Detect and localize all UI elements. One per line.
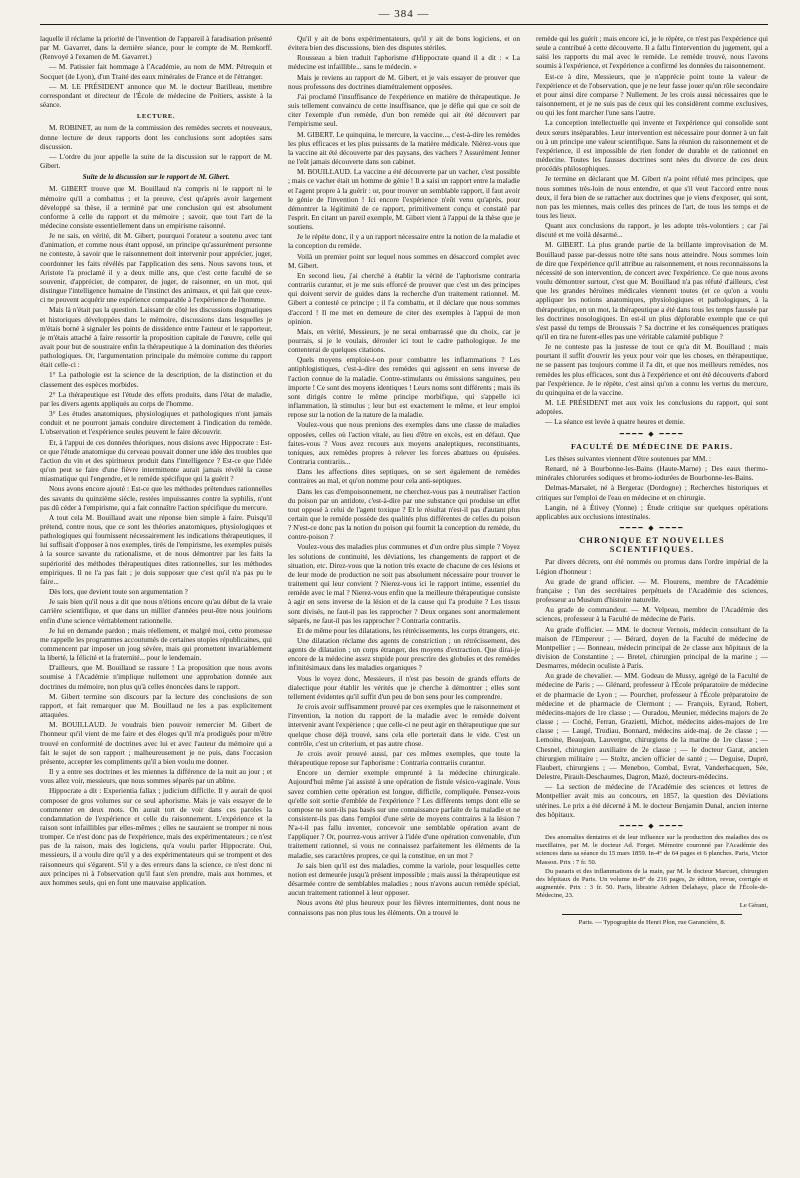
body-paragraph: Je crois avoir suffisamment prouvé par ces exemples que le raisonnement et l'invention, la notion du rapport de la maladie avec le remède doivent intervenir avant l'expérience ; que celle-ci ne peut agir en thérapeutique que sur quelque chose déjà trouvé, sans cela elle porterait dans le vide. C'est un contrôle, c'est un criterium, et pas autre chose.: [288, 702, 520, 748]
faculty-title: FACULTÉ DE MÉDECINE DE PARIS.: [570, 441, 734, 451]
body-paragraph: — La séance est levée à quatre heures et demie.: [545, 417, 685, 427]
section-ornament: ━━━━ ◆ ━━━━: [619, 523, 685, 532]
faculty-paragraph: Renard, né à Bourbonne-les-Bains (Haute-Marne) ; Des eaux thermo-minérales chlorurées sodiques et bromo-iodurées de Bourbonne-les-Bains.: [536, 464, 768, 483]
column-2: [288, 34, 520, 1172]
body-paragraph: Et de même pour les dilatations, les rétrécissements, les corps étrangers, etc.: [297, 625, 520, 635]
body-paragraph: Quels moyens emploie-t-on pour combattre les inflammations ? Les antiphlogistiques, c'est-à-dire des remèdes qui agissent en sens inverse de l'action connue de la maladie. Contre-stimulants ou émissions sanguines, peu importe ! Ce sont des moyens identiques ! Leurs noms sont différents ; mais ils sont dirigés contre le même principe morbifique, qui s'appelle ici inflammation, là stimulus ; leur but est exactement le même, et leur emploi repose sur la notion de la nature de la maladie.: [288, 355, 520, 420]
body-paragraph: La conception intellectuelle qui invente et l'expérience qui consolide sont deux sœurs inséparables. Leur intervention est nécessaire pour donner à un fait ou à un principe une valeur scientifique. Sans la réunion du raisonnement et de l'expérience, il est impossible de rien fonder de durable et de rationnel en médecine. Toutes les fausses doctrines sont nées du divorce de ces deux procédés philosophiques.: [536, 118, 768, 174]
body-paragraph: Vous le voyez donc, Messieurs, il n'est pas besoin de grands efforts de dialectique pour établir les vérités que je cherche à démontrer ; elles sont tellement évidentes qu'il suffit d'un peu de bon sens pour les comprendre.: [288, 673, 520, 701]
body-paragraph: J'ai proclamé l'insuffisance de l'expérience en matière de thérapeutique. Je suis tellement convaincu de cette insuffisance, que je défie qui que ce soit de citer l'exemple d'un remède, d'un bon remède qui ait été découvert par l'empirisme seul.: [288, 91, 520, 129]
chronique-title: CHRONIQUE ET NOUVELLES SCIENTIFIQUES.: [579, 536, 725, 555]
body-paragraph: Dans les affections dites septiques, on se sert également de remèdes contraires au mal, et qu'on nomme pour cela anti-septiques.: [288, 467, 520, 486]
section-ornament: ━━━━ ◆ ━━━━: [619, 821, 685, 830]
body-paragraph: Mais je reviens au rapport de M. Gibert, et je vais essayer de prouver que nous professons des doctrines diamétralement opposées.: [288, 72, 520, 91]
body-paragraph: Dès lors, que devient toute son argumentation ?: [49, 587, 188, 597]
page-number: — 384 —: [378, 8, 430, 20]
body-paragraph: M. Gibert termine son discours par la lecture des conclusions de son rapport, et fait remarquer que M. Bouillaud ne les a pas explicitement attaquées.: [40, 691, 272, 720]
body-paragraph: Une dilatation réclame des agents de constriction ; un rétrécissement, des agents de dilatation ; un corps étranger, des moyens d'extraction. Que dirai-je encore de la médecine assez stupide pour prescrire des globules et des remèdes infinitésimaux dans les maladies organiques ?: [288, 636, 520, 673]
faculty-paragraph: Les thèses suivantes viennent d'être soutenues par MM. :: [545, 453, 712, 463]
lecture-paragraph: M. ROBINET, au nom de la commission des remèdes secrets et nouveaux, donne lecture de deux rapports dont les conclusions sont adoptées sans discussion.: [40, 123, 272, 151]
advertisement: Des anomalies dentaires et de leur influence sur la production des maladies des os maxillaires, par M. le docteur Ad. Forget. Mémoire couronné par l'Académie des sciences dans sa séance du 15 mars 1859. In-4° de 64 pages et 6 planches. Paris, Victor Masson. Prix : 7 fr. 50.: [536, 833, 768, 866]
body-paragraph: 2° La thérapeutique est l'étude des effets produits, dans l'état de maladie, par les divers agents appliqués au corps de l'homme.: [40, 389, 272, 408]
chronique-paragraph: Au grade d'officier. — MM. le docteur Vernois, médecin consultant de la maison de l'Empereur ; — Bérard, doyen de la Faculté de médecine de Montpellier ; — Bonneau, médecin principal de 2e classe aux hôpitaux de la division de Constantine ; — Bretel, chirurgien principal de la marine ; — Desmarres, médecin oculiste à Paris.: [536, 624, 768, 671]
body-paragraph: Je sais bien qu'il est des maladies, comme la variole, pour lesquelles cette notion est demeurée jusqu'à présent impossible ; mais aussi la thérapeutique est désarmée contre de semblables maladies ; nous n'avons aucun remède spécial, aucun traitement rationnel à leur opposer.: [288, 860, 520, 898]
body-paragraph: Il y a entre ses doctrines et les miennes la différence de la nuit au jour ; et vous allez voir, messieurs, que nous sommes séparés par un abîme.: [40, 767, 272, 786]
body-paragraph: Et, à l'appui de ces données théoriques, nous disions avec Hippocrate : Est-ce que l'étude anatomique du cerveau pouvait donner une idée des troubles que l'action du vin et des spiritueux produit dans l'intelligence ? Est-ce que l'idée qu'on peut se faire d'une fièvre intermittente aurait jamais révélé la cause miasmatique qui l'engendre, et le remède spécifique qui la guérit ?: [40, 437, 272, 484]
imprint: Paris. — Typographie de Henri Plon, rue Garancière, 8.: [578, 918, 726, 926]
body-paragraph: M. GIBERT trouve que M. Bouillaud n'a compris ni le rapport ni le mémoire qu'il a combattus ; et la preuve, c'est qu'après avoir largement développé sa thèse, il a terminé par une conclusion qui est absolument conforme à celle du rapport et du mémoire ; savoir, que tout l'art de la médecine consiste essentiellement dans un empirisme raisonné.: [40, 184, 272, 230]
column-1: [40, 34, 272, 1172]
body-paragraph: Voilà un premier point sur lequel nous sommes en désaccord complet avec M. Gibert.: [288, 251, 520, 270]
lecture-heading: LECTURE.: [136, 113, 176, 121]
newspaper-page: [40, 8, 768, 1172]
body-paragraph: Je termine en déclarant que M. Gibert n'a point réfuté mes principes, que nous sommes très-loin de nous entendre, et que s'il veut l'accord entre nous deux, il fera bien de se rattacher aux doctrines que je viens d'exposer, qui sont, non pas les miennes, mais celles des princes de l'art, de tous les temps et de tous les lieux.: [536, 174, 768, 220]
body-paragraph: Je le répète donc, il y a un rapport nécessaire entre la notion de la maladie et la conception du remède.: [288, 232, 520, 251]
imprint-rule: [562, 914, 742, 915]
faculty-paragraph: Langin, né à Étivey (Yonne) ; Étude critique sur quelques opérations applicables aux occlusions intestinales.: [536, 502, 768, 521]
body-paragraph: Nous avons encore ajouté : Est-ce que les méthodes prétendues rationnelles des savants du quinzième siècle, restées impuissantes contre la syphilis, n'ont pas dû céder à l'empirisme, qui a fait connaître l'action spécifique du mercure.: [40, 484, 272, 512]
body-paragraph: Dans les cas d'empoisonnement, ne cherchez-vous pas à neutraliser l'action du poison par un antidote, c'est-à-dire par une substance qui produise un effet tout opposé à celui de l'agent toxique ? Et le résultat n'est-il pas d'autant plus certain que le remède possède des qualités plus différentes de celles du poison ? N'est-ce donc pas la notion du poison qui fournit la conception du remède, du contre-poison ?: [288, 486, 520, 542]
body-paragraph: Je sais bien qu'il nous a dit que nous n'étions encore qu'au début de la vraie carrière scientifique, et que dans un millier d'années peut-être nous jouirions enfin d'une science véritablement rationnelle.: [40, 597, 272, 625]
body-paragraph: Je crois avoir prouvé aussi, par ces mêmes exemples, que toute la thérapeutique repose sur l'aphorisme : Contraria contrariis curantur.: [288, 748, 520, 768]
section-ornament: ━━━━ ◆ ━━━━: [619, 429, 685, 438]
suite-heading: Suite de la discussion sur le rapport de M. Gibert.: [82, 173, 230, 182]
chronique-paragraph: Au grade de chevalier. — MM. Godeau de Mussy, agrégé de la Faculté de médecine de Paris ; — Glénard, professeur à l'École préparatoire de médecine et de pharmacie de Lyon ; — Pourcher, professeur à l'École préparatoire de médecine et de pharmacie de Clermont ; — François, Eyraud, Robert, médecins-majors de 1re classe ; — Ouradou, Meunier, médecins majors de 2e classe ; — Coché, Ferran, Grazietti, Michot, médecins aides-majors de 1re classe ; — Laugé, Trudiau, Bonnard, médecins aide-maj. de 2e classe ; — Lemoine, Beaujean, Lauvergne, chirurgiens de la marine de 1re classe ; — Chesnel, chirurgien auxiliaire de 2e classe ; — le docteur Garat, ancien chirurgien militaire ; — Stoltz, ancien officier de santé ; — Deguise, Dupré, Flaubert, chirurgiens ; — Meneboo, Combal, Evrat, Vanderhacquen, Sée, Delestre, Pirault-Deschaumes, Dagron, Mazé, docteurs-médecins.: [536, 671, 768, 782]
body-paragraph: Mais là n'était pas la question. Laissant de côté les discussions dogmatiques et historiques développées dans le mémoire, discussions dans lesquelles je m'étais borné à signaler les points de dissidence entre l'auteur et le rapporteur, je m'étais attaché à faire ressortir la proposition capitale de l'œuvre, celle qui avait pour but de soustraire enfin la thérapeutique à la domination des théories pathologiques. Or, l'argumentation principale du mémoire comme du rapport était celle-ci :: [40, 305, 272, 370]
column-3: [536, 34, 768, 1172]
body-paragraph: Quant aux conclusions du rapport, je les adopte très-volontiers ; car j'ai discuté et me voilà désarmé...: [536, 221, 768, 240]
body-paragraph: Encore un dernier exemple emprunté à la médecine chirurgicale. Aujourd'hui même j'ai assisté à une opération de fistule vésico-vaginale. Vous savez combien cette opération est longue, difficile, compliquée. Pensez-vous qu'elle soit sortie d'emblée de l'expérience ? Les différents temps dont elle se compose ne sont-ils pas basés sur une connaissance parfaite de la maladie et ne consistent-ils pas dans l'emploi d'une série de moyens contraires à la lésion ? N'a-t-il pas fallu inventer, concevoir une semblable opération avant de l'appliquer ? Or, pourrez-vous arriver à l'idée d'une opération convenable, d'un traitement rationnel, si vous ne connaissez parfaitement les éléments de la maladie, ses caractères propres, ce qui la constitue, en un mot ?: [288, 768, 520, 860]
intro-paragraph: — M. Patissier fait hommage à l'Académie, au nom de MM. Pétrequin et Socquet (de Lyon), d'un Traité des eaux minérales de France et de l'étranger.: [40, 62, 272, 81]
body-paragraph: Hippocrate a dit : Experientia fallax ; judicium difficile. Il y aurait de quoi composer de gros volumes sur ce seul aphorisme. Mais je vais essayer de le commenter en deux mots. On aurait tort de voir dans ces paroles la condamnation de l'expérience et celle du raisonnement. L'expérience et la raison sont infaillibles par elles-mêmes ; elles ne sauraient se tromper ni nous tromper. Ce n'est donc pas de l'expérience, mais des expérimentateurs ; ce n'est pas de la raison, mais des logiciens, qu'a voulu parler Hippocrate. Oui, messieurs, il a voulu dire qu'il y a des expérimentateurs qui se trompent et des raisonneurs qui s'égarent. S'il y a des erreurs dans la science, ce n'est donc ni aux principes ni à l'observation qu'il faut s'en prendre, mais aux hommes, et aux hommes seuls, qui en font une mauvaise application.: [40, 786, 272, 887]
body-paragraph: M. BOUILLAUD. Je voudrais bien pouvoir remercier M. Gibert de l'honneur qu'il vient de me faire et des éloges qu'il m'a prodigués pour m'être trouvé en conformité de doctrines avec lui et avec l'auteur du mémoire qui a fait le sujet de son rapport ; malheureusement je ne puis, dans l'occasion présente, accepter les compliments qu'il a bien voulu me donner.: [40, 720, 272, 766]
body-paragraph: 3° Les études anatomiques, physiologiques et pathologiques n'ont jamais conduit et ne pourront jamais conduire directement à l'indication du remède. L'observation et l'expérience seules peuvent le faire découvrir.: [40, 409, 272, 437]
columns: [40, 34, 768, 1172]
body-paragraph: M. BOUILLAUD. La vaccine a été découverte par un vacher, c'est possible ; mais ce vacher était un homme de génie ! Il a saisi un rapport entre la maladie et l'agent propre à la guérir : or, pour trouver un semblable rapport, il faut avoir le génie de l'invention ! Ici encore l'expérience n'eût venu qu'après, pour démontrer la légitimité de ce rapport, primitivement conçu et constaté par l'esprit. En citant un pareil exemple, M. Gibert vient à l'appui de la thèse que je soutiens.: [288, 167, 520, 232]
body-paragraph: En second lieu, j'ai cherché à établir la vérité de l'aphorisme contraria contrariis curantur, et je me suis efforcé de prouver que c'est un des principes qui doivent servir de guides dans la recherche d'un traitement rationnel. M. Gibert a contesté ce principe ; il l'a combattu, et il déclare que nous sommes d'accord ! Il me met en demeure de citer des exemples à l'appui de mon opinion.: [288, 270, 520, 326]
body-paragraph: M. LE PRÉSIDENT met aux voix les conclusions du rapport, qui sont adoptées.: [536, 398, 768, 417]
body-paragraph: Qu'il y ait de bons expérimentateurs, qu'il y ait de bons logiciens, et on évitera bien des discussions, bien des disputes stériles.: [288, 34, 520, 53]
body-paragraph: M. GIBERT. Le quinquina, le mercure, la vaccine..., c'est-à-dire les remèdes les plus efficaces et les plus puissants de la matière médicale. Niérez-vous que la vaccine ait été découverte par des paysans, des vachers ? Assurément Jenner ne l'eût jamais découverte dans son cabinet.: [288, 129, 520, 167]
top-rule: [40, 24, 768, 25]
body-paragraph: Est-ce à dire, Messieurs, que je n'apprécie point toute la valeur de l'expérience et de l'observation, que je ne leur fasse jouer qu'un rôle secondaire et pour ainsi dire comparse ? Nullement. Je les crois aussi nécessaires que le raisonnement, et je ne suis pas de ceux qui les considèrent comme exclusives, ou qui les font marcher l'une sans l'autre.: [536, 71, 768, 118]
body-paragraph: A tout cela M. Bouillaud avait une réponse bien simple à faire. Puisqu'il prétend, contre nous, que ce sont les théories anatomiques, physiologiques et pathologiques qui fournissent nécessairement les indications thérapeutiques, il lui suffisait d'opposer à nos exemples, tirés de l'empirisme, les exemples puisés à la source savante du rationalisme, et de nous démontrer par les faits la supériorité des méthodes thérapeutiques dites rationnelles, sur les méthodes empiriques. Il ne l'a pas fait ; je dois supposer que c'est qu'il n'a pas pu le faire...: [40, 512, 272, 586]
body-paragraph: Nous avons été plus heureux pour les fièvres intermittentes, dont nous ne connaissons pas non plus tous les éléments. On a trouvé le: [288, 898, 520, 917]
body-paragraph: Je ne sais, en vérité, dit M. Gibert, pourquoi l'orateur a soutenu avec tant d'animation, et comme nous étant opposé, un principe qu'assurément personne ne conteste, à savoir que le raisonnement doit intervenir pour apprécier, juger, coordonner les faits révélés par l'application des sens. Nous savons tous, et Aristote l'a proclamé il y a deux mille ans, que c'est cette faculté de se souvenir, d'apprécier, de comparer, de juger, de raisonner, en un mot, qui distingue l'intelligence humaine de l'instinct des animaux, et qui fait que ceux-ci ne peuvent acquérir une expérience comparable à l'expérience de l'homme.: [40, 231, 272, 305]
advertisement: Du panaris et des inflammations de la main, par M. le docteur Marcuet, chirurgien des hôpitaux de Paris. Un volume in-8° de 216 pages, 2e édition, revue, corrigée et augmentée. Prix : 3 fr. 50. Paris, librairie Adrien Delahaye, place de l'École-de-Médecine, 23.: [536, 867, 768, 900]
faculty-paragraph: Delmas-Marsalet, né à Bergerac (Dordogne) ; Recherches historiques et critiques sur l'emploi de l'eau en médecine et en chirurgie.: [536, 483, 768, 502]
body-paragraph: Voulez-vous des maladies plus communes et d'un ordre plus simple ? Voyez les solutions de continuité, les déviations, les changements de rapport et de situation, etc. Direz-vous que la notion très exacte de chacune de ces lésions et de leur mode de production ne soit pas absolument nécessaire pour trouver le traitement qui leur convient ? Nierez-vous ici le rapport intime, essentiel du remède avec le mal ? Nierez-vous enfin que la meilleure thérapeutique consiste à agir en sens inverse de la lésion et de la cause qui l'a produite ? Les tissus sont divisés, ne faut-il pas les rapprocher ? Deux organes sont anormalement séparés, ne faut-il pas les rapprocher ? Contraria contrariis.: [288, 542, 520, 625]
body-paragraph: Je ne conteste pas la justesse de tout ce qu'a dit M. Bouillaud ; mais pourtant il suffit d'ouvrir les yeux pour voir que les choses, en thérapeutique, ne se passent pas toujours comme il l'a dit, et que nos meilleurs remèdes, nos remèdes les plus efficaces, sont dus à l'expérience et ont été découverts d'abord par l'expérience. Je le répète, c'est ainsi qu'on a connu les vertus du mercure, du quinquina et de la vaccine.: [536, 342, 768, 397]
body-paragraph: M. GIBERT. La plus grande partie de la brillante improvisation de M. Bouillaud passe par-dessus notre tête sans nous atteindre. Nous sommes loin de dire que l'expérience qu'il attribue au raisonnement, et nous reconnaissons la nécessité de son intervention, de concert avec l'expérience. Ce que nous avons voulu démontrer surtout, c'est que M. Bouillaud n'a pas réfuté d'ailleurs, c'est que les grandes héroïnes médicales viennent toutes (et ce qu'on a voulu appliquer les notions anatomiques, physiologiques et pathologiques, à la thérapeutique, en un mot, la thérapeutique a été dans tous les temps faussée par les doctrines nosologiques. En est-il un plus déplorable exemple que ce qui s'est passé du temps de Broussais ? Sa doctrine et les conséquences pratiques qu'il en tira ne furent-elles pas une véritable calamité publique ?: [536, 240, 768, 341]
body-paragraph: Rousseau a bien traduit l'aphorisme d'Hippocrate quand il a dit : « La médecine est infaillible... sans le médecin. »: [288, 53, 520, 72]
chronique-paragraph: — La section de médecine de l'Académie des sciences et lettres de Montpellier avait mis au concours, en 1857, la question des Déviations utérines. Le prix a été décerné à M. le docteur Benjamin Dunal, ancien interne des hôpitaux.: [536, 782, 768, 819]
chronique-paragraph: Par divers décrets, ont été nommés ou promus dans l'ordre impérial de la Légion d'honneur :: [536, 557, 768, 576]
body-paragraph: remède qui les guérit ; mais encore ici, je le répète, ce n'est pas l'expérience qui seule a contribué à cette découverte. Il a fallu l'intervention du jugement, qui a saisi les rapports du mal avec le remède. Le remède trouvé, nous l'avons soumis à l'expérience, et l'expérience a confirmé les données du raisonnement.: [536, 34, 768, 71]
lecture-paragraph: — L'ordre du jour appelle la suite de la discussion sur le rapport de M. Gibert.: [40, 151, 272, 171]
gerant-signature: Le Gérant,: [739, 901, 768, 909]
intro-paragraph: laquelle il réclame la priorité de l'invention de l'appareil à faradisation présenté par M. Gavarret, dans la dernière séance, pour le compte de M. Remkorff. (Renvoyé à l'examen de M. Gavarret.): [40, 34, 272, 62]
body-paragraph: 1° La pathologie est la science de la description, de la distinction et du classement des espèces morbides.: [40, 370, 272, 389]
body-paragraph: D'ailleurs, que M. Bouillaud se rassure ! La proposition que nous avons soumise à l'Académie n'implique nullement une approbation donnée aux doctrines du mémoire, non plus qu'à celles énoncées dans le rapport.: [40, 663, 272, 691]
body-paragraph: Je lui en demande pardon ; mais réellement, et malgré moi, cette promesse me rappelle les programmes accoutumés de certaines utopies républicaines, qui commencent par imposer un joug sévère, mais qui promettent invariablement la liberté, la félicité et la fraternité... pour le lendemain.: [40, 625, 272, 663]
body-paragraph: Voulez-vous que nous prenions des exemples dans une classe de maladies opposées, celles où l'action vitale, au lieu d'être en excès, est en défaut. Que faites-vous ? Vous avez recours aux moyens analeptiques, reconstituants, toniques, aux remèdes propres à relever les forces abattues ou épuisées. Contraria contrariis...: [288, 420, 520, 467]
body-paragraph: Mais, en vérité, Messieurs, je ne serai embarrassé que du choix, car je pourrais, si je le voulais, dérouler ici tout le cadre pathologique. Je me contenterai de quelques citations.: [288, 326, 520, 355]
chronique-paragraph: Au grade de grand officier. — M. Flourens, membre de l'Académie française ; l'un des secrétaires perpétuels de l'Académie des sciences, professeur au Muséum d'histoire naturelle.: [536, 576, 768, 605]
intro-paragraph: — M. LE PRÉSIDENT annonce que M. le docteur Barilleau, membre correspondant et directeur de l'École de médecine de Poitiers, assiste à la séance.: [40, 81, 272, 110]
chronique-paragraph: Au grade de commandeur. — M. Velpeau, membre de l'Académie des sciences, professeur à la Faculté de médecine de Paris.: [536, 605, 768, 624]
